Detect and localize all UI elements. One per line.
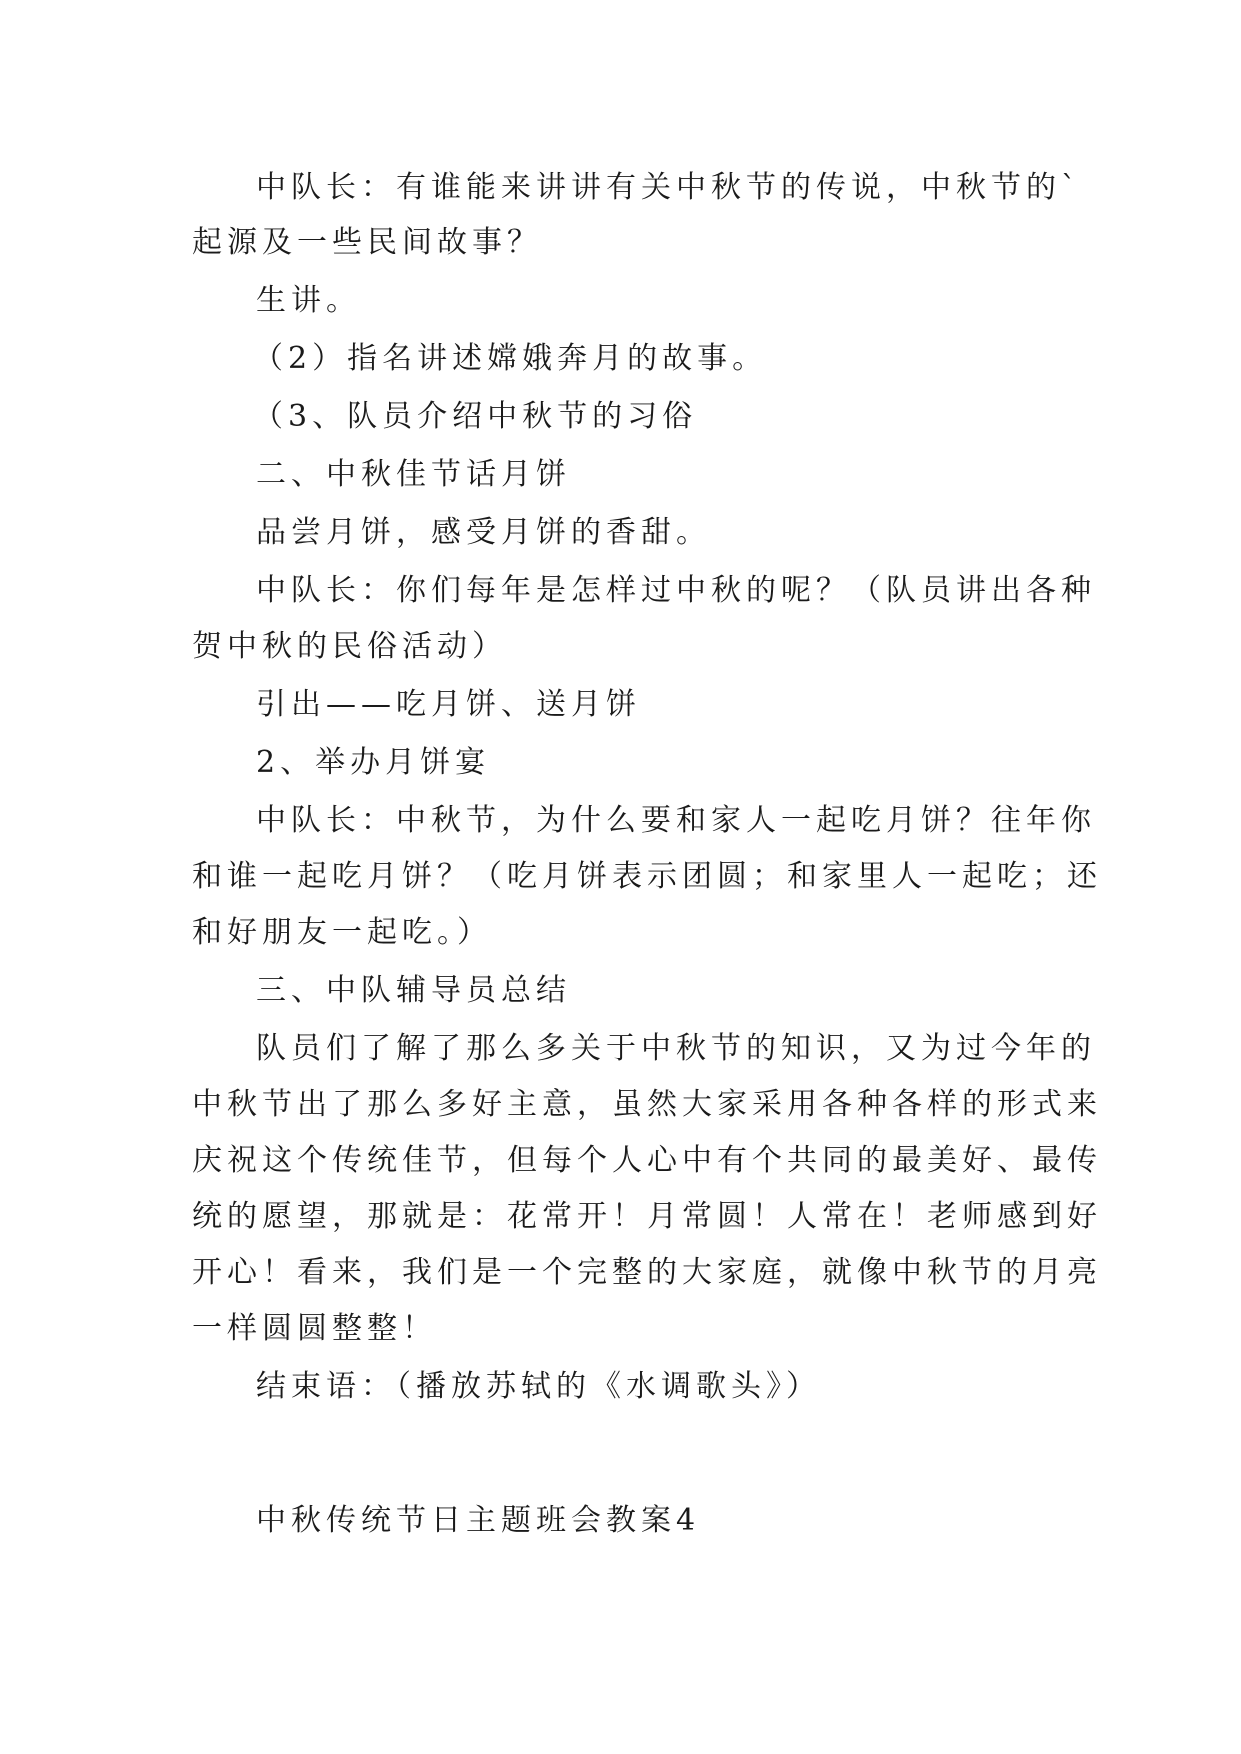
paragraph-line: 起源及一些民间故事？ [192, 225, 542, 260]
paragraph-line: 贺中秋的民俗活动） [192, 629, 507, 664]
paragraph-line: 中队长：有谁能来讲讲有关中秋节的传说，中秋节的` [256, 170, 1081, 205]
paragraph-line: 中队长：中秋节，为什么要和家人一起吃月饼？往年你 [256, 803, 1096, 838]
section-title: 中秋传统节日主题班会教案4 [256, 1503, 701, 1538]
paragraph-line: （2）指名讲述嫦娥奔月的故事。 [253, 341, 768, 376]
paragraph-line: （3、队员介绍中秋节的习俗 [253, 399, 698, 434]
paragraph-line: 结束语：（播放苏轼的《水调歌头》） [256, 1369, 821, 1404]
paragraph-line: 和谁一起吃月饼？（吃月饼表示团圆；和家里人一起吃；还 [192, 859, 1102, 894]
paragraph-line: 一样圆圆整整！ [192, 1311, 437, 1346]
paragraph-line: 引出——吃月饼、送月饼 [256, 687, 641, 722]
paragraph-line: 品尝月饼，感受月饼的香甜。 [256, 515, 711, 550]
paragraph-line: 庆祝这个传统佳节，但每个人心中有个共同的最美好、最传 [192, 1143, 1102, 1178]
paragraph-line: 和好朋友一起吃。） [192, 915, 492, 950]
paragraph-line: 生讲。 [256, 283, 361, 318]
paragraph-line: 统的愿望，那就是：花常开！月常圆！人常在！老师感到好 [192, 1199, 1102, 1234]
section-heading: 三、中队辅导员总结 [256, 973, 571, 1008]
paragraph-line: 队员们了解了那么多关于中秋节的知识，又为过今年的 [256, 1031, 1096, 1066]
paragraph-line: 2、举办月饼宴 [256, 745, 491, 780]
paragraph-line: 中秋节出了那么多好主意，虽然大家采用各种各样的形式来 [192, 1087, 1102, 1122]
paragraph-line: 开心！看来，我们是一个完整的大家庭，就像中秋节的月亮 [192, 1255, 1102, 1290]
paragraph-line: 中队长：你们每年是怎样过中秋的呢？（队员讲出各种 [256, 573, 1096, 608]
section-heading: 二、中秋佳节话月饼 [256, 457, 571, 492]
